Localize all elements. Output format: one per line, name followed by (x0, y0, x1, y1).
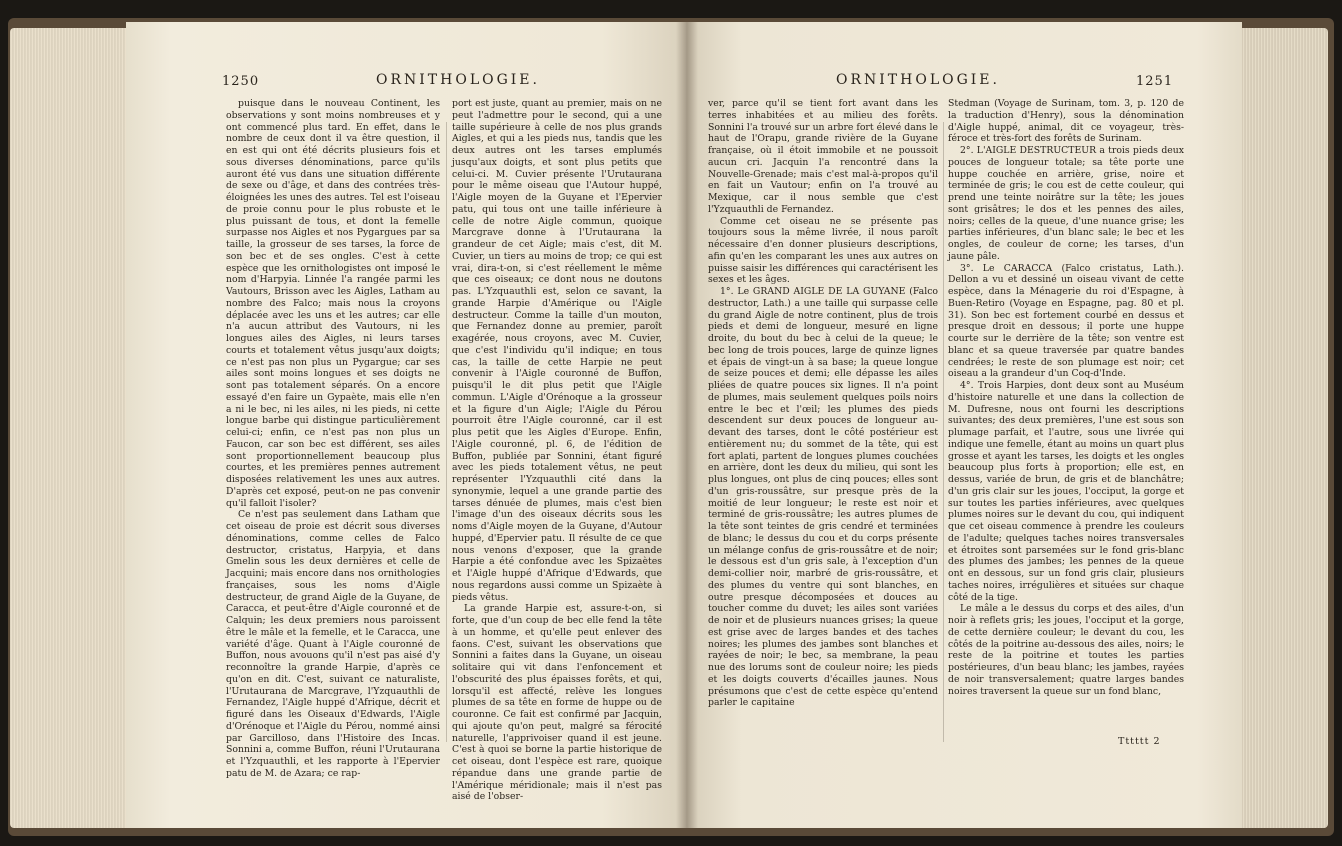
right-col-b-paragraph-1: Stedman (Voyage de Surinam, tom. 3, p. 120 de la traduction d'Henry), sous la dénomination d'Aigle huppé, animal, dit ce voyageur, très-féroce et très-fort des forêts de Surinam. (948, 98, 1184, 145)
right-col-b-paragraph-4: 4°. Trois Harpies, dont deux sont au Muséum d'histoire naturelle et une dans la collection de M. Dufresne, nous ont fourni les descriptions suivantes; des deux premières, l'une est sous son plumage parfait, et l'autre, sous une livrée qui indique une femelle, étant au moins un quart plus grosse et ayant les tarses, les doigts et les ongles beaucoup plus forts à proportion; elle est, en dessus, variée de brun, de gris et de blanchâtre; d'un gris clair sur les joues, l'occiput, la gorge et sur toutes les parties inférieures, avec quelques plumes noires sur le devant du cou, qui indiquent que cet oiseau commence à prendre les couleurs de l'adulte; quelques taches noires transversales et étroites sont parsemées sur le fond gris-blanc des plumes des jambes; les pennes de la queue ont en dessous, sur un fond gris clair, plusieurs taches noires, irrégulières et situées sur chaque côté de la tige. (948, 380, 1184, 603)
book-gutter (676, 22, 698, 828)
left-col-b-paragraph-1: port est juste, quant au premier, mais on ne peut l'admettre pour le second, qui a une taille supérieure à celle de nos plus grands Aigles, et qui a les pieds nus, tandis que les deux autres ont les tarses emplumés jusqu'aux doigts, et sont plus petits que celui-ci. M. Cuvier présente l'Urutaurana pour le même oiseau que l'Autour huppé, l'Aigle moyen de la Guyane et l'Epervier patu, qui tous ont une taille inférieure à celle de notre Aigle commun, quoique Marcgrave donne à l'Urutaurana la grandeur de cet Aigle; mais c'est, dit M. Cuvier, un tiers au moins de trop; ce qui est vrai, dira-t-on, si c'est réellement le même que ces oiseaux; ce dont nous ne doutons pas. L'Yzquauthli est, selon ce savant, la grande Harpie d'Amérique ou l'Aigle destructeur. Comme la taille d'un mouton, que Fernandez donne au premier, paroît exagérée, nous croyons, avec M. Cuvier, que c'est l'individu qu'il indique; en tous cas, la taille de cette Harpie ne peut convenir à l'Aigle couronné de Buffon, puisqu'il le dit plus petit que l'Aigle commun. L'Aigle d'Orénoque a la grosseur et la figure d'un Aigle; l'Aigle du Pérou pourroit être l'Aigle couronné, car il est plus petit que les Aigles d'Europe. Enfin, l'Aigle couronné, pl. 6, de l'édition de Buffon, publiée par Sonnini, étant figuré avec les pieds totalement vêtus, ne peut représenter l'Yzquauthli cité dans la synonymie, lequel a une grande partie des tarses dénuée de plumes, mais c'est bien l'image d'un des oiseaux décrits sous les noms d'Aigle moyen de la Guyane, d'Autour huppé, d'Epervier patu. Il résulte de ce que nous venons d'exposer, que la grande Harpie a été confondue avec les Spizaètes et l'Aigle huppé d'Afrique d'Edwards, que nous regardons aussi comme un Spizaète à pieds vêtus. (452, 98, 662, 603)
right-col-a-paragraph-2: Comme cet oiseau ne se présente pas toujours sous la même livrée, il nous paroît nécessaire d'en donner plusieurs descriptions, afin qu'en les comparant les unes aux autres on puisse saisir les différences qui caractérisent les sexes et les âges. (708, 215, 938, 286)
left-running-title: ORNITHOLOGIE. (376, 72, 540, 88)
right-col-a-paragraph-3: 1°. Le GRAND AIGLE DE LA GUYANE (Falco destructor, Lath.) a une taille qui surpasse celle du grand Aigle de notre continent, plus de trois pieds et demi de longueur, mesuré en ligne droite, du bout du bec à celui de la queue; le bec long de trois pouces, large de quinze lignes et épais de vingt-un à sa base; la queue longue de seize pouces et demi; elle dépasse les ailes pliées de quatre pouces six lignes. Il n'a point de plumes, mais seulement quelques poils noirs entre le bec et l'œil; les plumes des pieds descendent sur deux pouces de longueur au-devant des tarses, dont le côté postérieur est entièrement nu; du sommet de la tête, qui est fort aplati, partent de longues plumes couchées en arrière, dont les deux du milieu, qui sont les plus longues, ont plus de cinq pouces; elles sont d'un gris-roussâtre, sur presque près de la moitié de leur longueur; le reste est noir et terminé de gris-roussâtre; les autres plumes de la tête sont teintes de gris cendré et terminées de blanc; le dessus du cou et du corps présente un mélange confus de gris-roussâtre et de noir; le dessous est d'un gris sale, à l'exception d'un demi-collier noir, marbré de gris-roussâtre, et des plumes du ventre qui sont blanches, en outre presque décomposées et douces au toucher comme du duvet; les ailes sont variées de noir et de plusieurs nuances grises; la queue est grise avec de larges bandes et des taches noires; les plumes des jambes sont blanches et rayées de noir; le bec, sa membrane, la peau nue des lorums sont de couleur noire; les pieds et les doigts couverts d'écailles jaunes. Nous présumons que c'est de cette espèce qu'entend parler le capitaine (708, 286, 938, 709)
left-page-header (126, 72, 686, 98)
left-column-rule (446, 122, 447, 742)
left-column-b (452, 98, 662, 803)
left-page (126, 22, 686, 828)
right-running-title: ORNITHOLOGIE. (836, 72, 1000, 88)
right-col-b-paragraph-5: Le mâle a le dessus du corps et des ailes, d'un noir à reflets gris; les joues, l'occiput et la gorge, de cette dernière couleur; le devant du cou, les côtés de la poitrine au-dessous des ailes, noirs; le reste de la poitrine et toutes les parties postérieures, d'un beau blanc; les jambes, rayées de noir transversalement; quatre larges bandes noires traversent la queue sur un fond blanc, (948, 603, 1184, 697)
right-col-a-paragraph-1: ver, parce qu'il se tient fort avant dans les terres inhabitées et au milieu des forêts. Sonnini l'a trouvé sur un arbre fort élevé dans le haut de l'Orapu, grande rivière de la Guyane française, où il étoit immobile et ne poussoit aucun cri. Jacquin l'a rencontré dans la Nouvelle-Grenade; mais c'est mal-à-propos qu'il en fait un Vautour; enfin on l'a trouvé au Mexique, car il nous semble que c'est l'Yzquauthli de Fernandez. (708, 98, 938, 215)
left-col-b-paragraph-2: La grande Harpie est, assure-t-on, si forte, que d'un coup de bec elle fend la tête à un homme, et qu'elle peut enlever des faons. C'est, suivant les observations que Sonnini a faites dans la Guyane, un oiseau solitaire qui vit dans l'enfoncement et l'obscurité des plus épaisses forêts, et qui, lorsqu'il est affecté, relève les longues plumes de sa tête en forme de huppe ou de couronne. Ce fait est confirmé par Jacquin, qui ajoute qu'on peut, malgré sa férocité naturelle, l'apprivoiser quand il est jeune. C'est à quoi se borne la partie historique de cet oiseau, dont l'espèce est rare, quoique répandue dans une grande partie de l'Amérique méridionale; mais il n'est pas aisé de l'obser- (452, 603, 662, 803)
right-page-header (686, 72, 1242, 98)
right-column-a (708, 98, 938, 788)
page-edges-right (1236, 28, 1328, 828)
signature-mark: Tttttt 2 (1118, 736, 1161, 747)
page-edges-left (10, 28, 130, 828)
right-column-rule (943, 122, 944, 742)
right-page (686, 22, 1242, 828)
left-column-a (226, 98, 440, 788)
left-col-a-paragraph-2: Ce n'est pas seulement dans Latham que cet oiseau de proie est décrit sous diverses dénominations, comme celles de Falco destructor, cristatus, Harpyia, et dans Gmelin sous les deux dernières et celle de Jacquini; mais encore dans nos ornithologies françaises, sous les noms d'Aigle destructeur, de grand Aigle de la Guyane, de Caracca, et peut-être d'Aigle couronné et de Calquin; les deux premiers nous paroissent être le mâle et la femelle, et le Caracca, une variété d'âge. Quant à l'Aigle couronné de Buffon, nous avouons qu'il n'est pas aisé d'y reconnoître la grande Harpie, d'après ce qu'on en dit. C'est, suivant ce naturaliste, l'Urutaurana de Marcgrave, l'Yzquauthli de Fernandez, l'Aigle huppé d'Afrique, décrit et figuré dans les Oiseaux d'Edwards, l'Aigle d'Orénoque et l'Aigle du Pérou, nommé ainsi par Garcilloso, dans l'Histoire des Incas. Sonnini a, comme Buffon, réuni l'Urutaurana et l'Yzquauthli, et les rapporte à l'Epervier patu de M. de Azara; ce rap- (226, 509, 440, 779)
right-page-number: 1251 (1136, 74, 1174, 89)
left-col-a-paragraph-1: puisque dans le nouveau Continent, les observations y sont moins nombreuses et y ont commencé plus tard. En effet, dans le nombre de ceux dont il va être question, il en est qui ont été décrits plusieurs fois et sous diverses dénominations, parce qu'ils auront été vus dans une situation différente de sexe ou d'âge, et dans des contrées très-éloignées les unes des autres. Tel est l'oiseau de proie connu pour le plus robuste et le plus puissant de tous, et dont la femelle surpasse nos Aigles et nos Pygargues par sa taille, la grosseur de ses tarses, la force de son bec et de ses ongles. C'est à cette espèce que les ornithologistes ont imposé le nom d'Harpyia. Linnée l'a rangée parmi les Vautours, Brisson avec les Aigles, Latham au nombre des Falco; mais nous la croyons déplacée avec les uns et les autres; car elle n'a aucun attribut des Vautours, ni les longues ailes des Aigles, ni leurs tarses courts et totalement vêtus jusqu'aux doigts; ce n'est pas non plus un Pygargue; car ses ailes sont moins longues et ses doigts ne sont pas totalement séparés. On a encore essayé d'en faire un Gypaète, mais elle n'en a ni le bec, ni les ailes, ni les pieds, ni cette longue barbe qui distingue particulièrement celui-ci; enfin, ce n'est pas non plus un Faucon, car son bec est différent, ses ailes sont proportionnellement beaucoup plus courtes, et les premières pennes autrement disposées relativement les unes aux autres. D'après cet exposé, peut-on ne pas convenir qu'il falloit l'isoler? (226, 98, 440, 509)
left-page-number: 1250 (222, 74, 260, 89)
right-col-b-paragraph-3: 3°. Le CARACCA (Falco cristatus, Lath.). Dellon a vu et dessiné un oiseau vivant de cette espèce, dans la Ménagerie du roi d'Espagne, à Buen-Retiro (Voyage en Espagne, pag. 80 et pl. 31). Son bec est fortement courbé en dessus et presque droit en dessous; il porte une huppe courte sur le derrière de la tête; son ventre est blanc et sa queue traversée par quatre bandes cendrées; le reste de son plumage est noir; cet oiseau a la grandeur d'un Coq-d'Inde. (948, 262, 1184, 380)
right-column-b (948, 98, 1184, 788)
right-col-b-paragraph-2: 2°. L'AIGLE DESTRUCTEUR a trois pieds deux pouces de longueur totale; sa tête porte une huppe couchée en arrière, grise, noire et terminée de gris; le cou est de cette couleur, qui prend une teinte noirâtre sur la tête; les joues sont grisâtres; le dos et les pennes des ailes, noirs; celles de la queue, d'une nuance grise; les parties inférieures, d'un blanc sale; le bec et les ongles, de couleur de corne; les tarses, d'un jaune pâle. (948, 145, 1184, 262)
